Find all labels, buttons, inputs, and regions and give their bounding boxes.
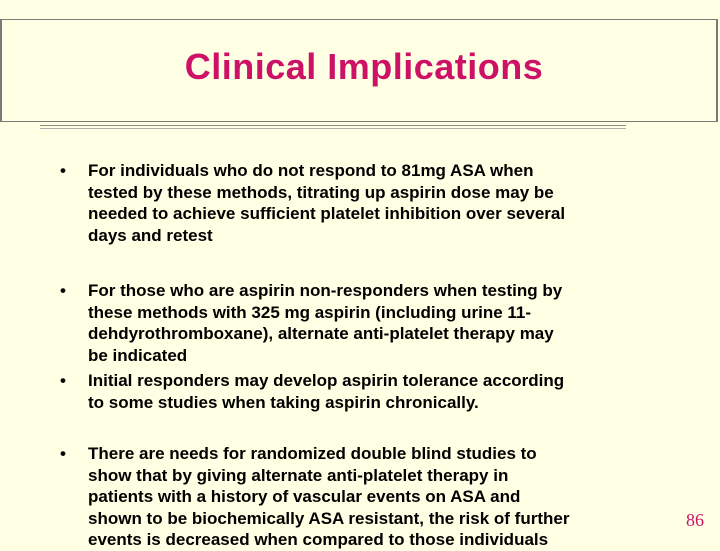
slide-title: Clinical Implications bbox=[184, 45, 544, 87]
page-number: 86 bbox=[686, 510, 704, 530]
bullet-dot: • bbox=[60, 161, 66, 180]
bullet-line: Initial responders may develop aspirin tolerance according bbox=[88, 371, 565, 390]
bullet-text bbox=[88, 370, 668, 413]
bullet-dot: • bbox=[60, 444, 66, 463]
bullet-text bbox=[88, 160, 668, 246]
bullet-line: patients with a history of vascular events on ASA and bbox=[88, 487, 521, 506]
bullet-dot: • bbox=[60, 281, 66, 300]
bullet-line: dehdyrothromboxane), alternate anti-platelet therapy may bbox=[88, 324, 554, 343]
bullet-line: events is decreased when compared to those individuals bbox=[88, 530, 549, 549]
bullet-line: There are needs for randomized double blind studies to bbox=[88, 444, 537, 463]
bullet-line: tested by these methods, titrating up aspirin dose may be bbox=[88, 182, 554, 202]
bullet-line: needed to achieve sufficient platelet inhibition over several bbox=[88, 204, 566, 223]
bullet-line: For those who are aspirin non-responders when testing by bbox=[88, 281, 563, 300]
bullet-line: shown to be biochemically ASA resistant, the risk of further bbox=[88, 508, 570, 528]
bullet-dot: • bbox=[60, 371, 66, 390]
bullet-line: days and retest bbox=[88, 225, 213, 245]
bullet-line: be indicated bbox=[88, 345, 188, 365]
bullet-line: these methods with 325 mg aspirin (including urine 11- bbox=[88, 302, 532, 322]
bullet-line: show that by giving alternate anti-platelet therapy in bbox=[88, 465, 509, 485]
bullet-text bbox=[88, 280, 668, 366]
bullet-line: For individuals who do not respond to 81mg ASA when bbox=[88, 161, 534, 180]
bullet-line: to some studies when taking aspirin chronically. bbox=[88, 392, 479, 412]
bullet-text bbox=[88, 443, 668, 551]
